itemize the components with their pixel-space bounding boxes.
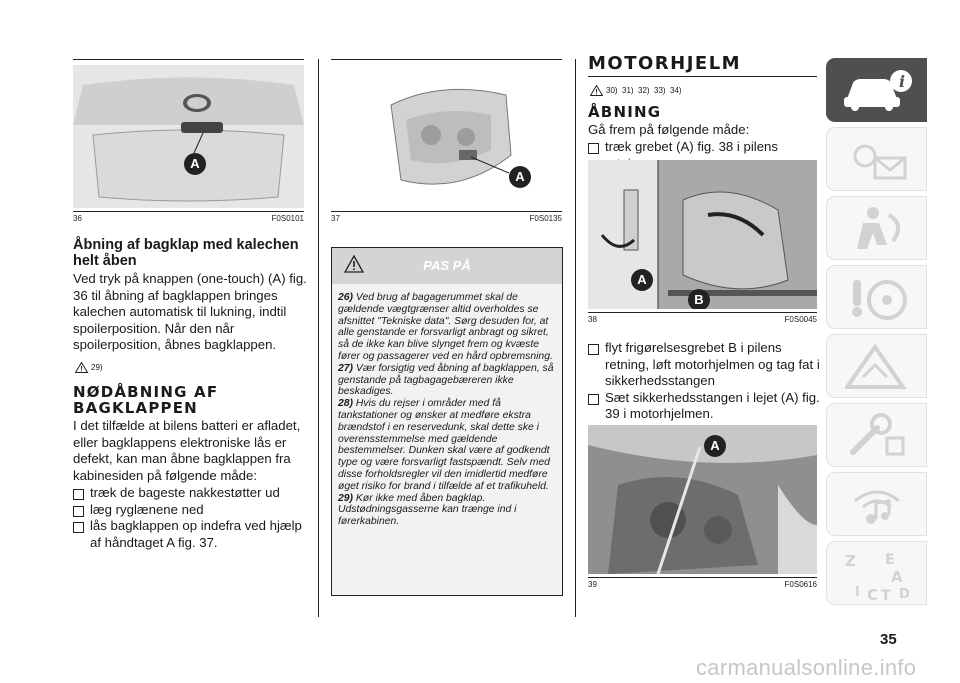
warning-ref-29 [75, 362, 103, 373]
warning-item [338, 493, 556, 528]
column-divider-1 [318, 59, 319, 617]
index-letter: T [881, 588, 891, 602]
emergency-steps-list [73, 485, 307, 551]
fig37-rule [331, 211, 562, 212]
fig38-rule [588, 312, 817, 313]
paragraph-emergency: I det tilfælde at bilens batteri er afladet, eller bagklappens elektroniske lås er defekt, kan man åbne bagklappen fra kabinesiden på følgende måde: [73, 418, 301, 483]
warning-box [331, 247, 563, 596]
fig39-code: F0S0616 [784, 580, 817, 589]
steering-icon [847, 274, 909, 322]
warning-number: 27) [338, 362, 354, 374]
warning-item [338, 398, 556, 492]
checkbox-bullet-icon [73, 522, 84, 533]
checkbox-bullet-icon [588, 143, 599, 154]
car-info-icon [839, 69, 917, 113]
chapter-tabs [826, 58, 927, 610]
fig36-number: 36 [73, 214, 82, 223]
warning-text: Hvis du rejser i områder med få tankstationer og ønsker at medføre ekstra brændstof i en reservedunk, skal dette ske i overensstemmelse med gældende bestemmelser. Dunken skal være af godkendt type og være forsvarligt fastspændt. Selv med disse forholdsregler vil den imidlertid medføre øget risiko for brand i tilfælde af et trafikuheld. [338, 398, 550, 492]
warning-item [338, 363, 556, 398]
heading-opening: ÅBNING [588, 103, 662, 121]
fig39-rule [588, 577, 817, 578]
checkbox-bullet-icon [73, 506, 84, 517]
warning-list [338, 292, 556, 528]
column-divider-2 [575, 59, 576, 617]
warning-lights-icon [845, 138, 911, 182]
checkbox-bullet-icon [588, 394, 599, 405]
warning-title: PAS PÅ [423, 258, 471, 273]
fig39-number: 39 [588, 580, 597, 589]
heading-open-tailgate: Åbning af bagklap med kalechen helt åben [73, 237, 299, 269]
bonnet-prop-illustration [588, 425, 817, 574]
checkbox-bullet-icon [73, 489, 84, 500]
tab-emergency[interactable] [826, 334, 927, 398]
fig38-label-b: B [688, 289, 710, 309]
warning-number: 26) [338, 292, 354, 303]
fig37-number: 37 [331, 214, 340, 223]
fig37-code: F0S0135 [529, 214, 562, 223]
warning-refs-bonnet [590, 85, 682, 96]
index-letter: Z [845, 552, 856, 570]
warning-number: 28) [338, 398, 354, 410]
tailgate-illustration [73, 65, 304, 208]
warning-text: Kør ikke med åben bagklap. Udstødningsgasserne kan trænge ind i førerkabinen. [338, 492, 517, 528]
warning-ref-text: 29) [91, 363, 103, 372]
warning-text: Vær forsigtig ved åbning af bagklappen, så genstande på tagbagagebæreren ikke beskadiges. [338, 362, 554, 398]
warning-header [332, 248, 562, 284]
paragraph-intro: Gå frem på følgende måde: [588, 122, 750, 137]
breakdown-triangle-icon [845, 343, 911, 391]
list-item [73, 502, 307, 519]
index-icon [841, 546, 915, 602]
tab-multimedia[interactable] [826, 472, 927, 536]
warning-refs-text: 30) 31) 32) 33) 34) [606, 86, 682, 95]
checkbox-bullet-icon [588, 344, 599, 355]
release-handle-illustration [331, 65, 562, 208]
list-item [588, 340, 820, 390]
section-title-bonnet: MOTORHJELM [588, 53, 742, 74]
service-wrench-icon [847, 412, 909, 460]
list-item-text: Sæt sikkerhedsstangen i lejet (A) fig. 39 i motorhjelmen. [605, 389, 820, 422]
warning-number: 29) [338, 492, 354, 504]
index-letter: A [891, 568, 903, 586]
top-rule-left [73, 59, 304, 60]
list-item [73, 485, 307, 502]
fig38-number: 38 [588, 315, 597, 324]
airbag-icon [849, 205, 907, 253]
tab-maintenance[interactable] [826, 403, 927, 467]
paragraph-tailgate-open: Ved tryk på knappen (one-touch) (A) fig. 36 til åbning af bagklappen bringes kalechen automatisk til lukning, indtil spoilerposition. Når den når spoilerposition, åbnes bagklappen. [73, 271, 307, 353]
tab-warning-lights[interactable] [826, 127, 927, 191]
heading-emergency-opening: NØDÅBNING AF BAGKLAPPEN [73, 383, 219, 417]
figure-38-bonnet-lever [588, 160, 817, 309]
tab-index[interactable] [826, 541, 927, 605]
watermark: carmanualsonline.info [696, 655, 917, 680]
media-icon [847, 481, 909, 529]
bonnet-steps-list [588, 340, 820, 423]
tab-safety[interactable] [826, 196, 927, 260]
title-rule [588, 76, 817, 77]
tab-car-info[interactable] [826, 58, 927, 122]
tab-starting-driving[interactable] [826, 265, 927, 329]
list-item [588, 390, 820, 423]
index-letter: C [867, 586, 879, 602]
warning-triangle-icon [590, 85, 603, 96]
list-item-text: læg ryglænene ned [90, 501, 204, 517]
svg-text:i: i [899, 72, 906, 91]
fig38-code: F0S0045 [784, 315, 817, 324]
bonnet-lever-illustration [588, 160, 817, 309]
page-number: 35 [880, 631, 897, 648]
index-letter: E [885, 552, 895, 568]
fig39-label-a: A [704, 435, 726, 457]
list-item-text: flyt frigørelsesgrebet B i pilens retning, løft motorhjelmen og tag fat i sikkerhedsstangen [605, 340, 820, 389]
figure-39-bonnet-prop [588, 425, 817, 574]
warning-triangle-icon [75, 362, 88, 373]
fig37-label-a: A [509, 166, 531, 188]
top-rule-middle [331, 59, 562, 60]
warning-text: Ved brug af bagagerummet skal de gældende vægtgrænser altid overholdes se afsnittet "Tekniske data". Sørg desuden for, at alle genstande er forsvarligt anbragt og sikret, så de ikke kan blive slynget frem og kvæste fører og passagerer ved en hård opbremsning. [338, 292, 553, 362]
list-item-text: lås bagklappen op indefra ved hjælp af håndtaget A fig. 37. [90, 518, 302, 550]
figure-37-release-handle [331, 65, 562, 208]
fig36-code: F0S0101 [271, 214, 304, 223]
figure-36-tailgate [73, 65, 304, 208]
list-item-text: træk de bageste nakkestøtter ud [90, 485, 280, 500]
warning-item [338, 292, 556, 363]
fig38-label-a: A [631, 269, 653, 291]
list-item [73, 518, 307, 551]
list-item-text: træk grebet (A) fig. 38 i pilens [605, 139, 778, 154]
index-letter: I [855, 585, 860, 600]
fig36-label-a: A [184, 153, 206, 175]
fig36-rule [73, 211, 304, 212]
index-letter: D [899, 587, 910, 602]
